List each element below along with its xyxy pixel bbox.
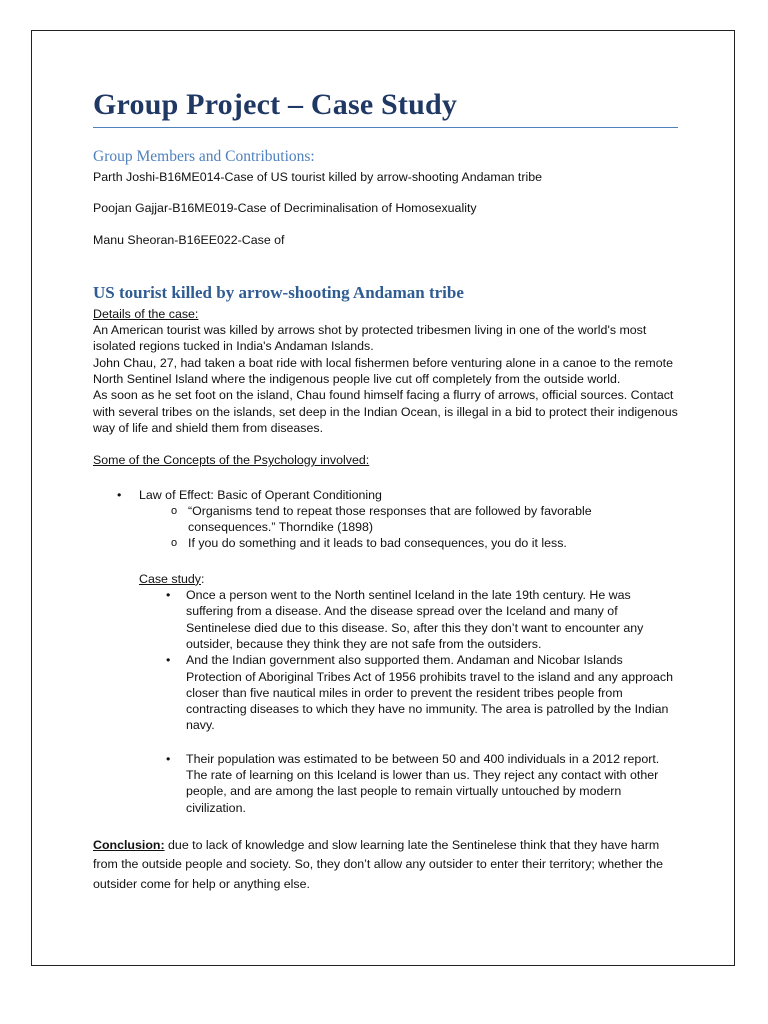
details-paragraph: As soon as he set foot on the island, Chau found himself facing a flurry of arrows, official sources. Contact with several tribes on the islands, set deep in the Indian Ocean, is illegal in a bid to protect their indigenous way of life and shield them from diseases. bbox=[93, 388, 678, 435]
members-heading: Group Members and Contributions: bbox=[93, 148, 315, 165]
conclusion-text: due to lack of knowledge and slow learning late the Sentinelese think that they have harm from the outside people and society. So, they don’t allow any outsider to enter their territory; whether the outsider come for help or anything else. bbox=[93, 837, 664, 891]
list-item bbox=[93, 503, 681, 536]
bullet-icon: • bbox=[117, 487, 122, 502]
concepts-heading: Some of the Concepts of the Psychology involved: bbox=[93, 453, 370, 468]
page-title: Group Project – Case Study bbox=[93, 88, 458, 121]
concepts-list bbox=[93, 487, 681, 552]
conclusion bbox=[93, 836, 681, 894]
list-item bbox=[93, 652, 681, 733]
list-item bbox=[93, 535, 681, 551]
concept-sub-point: If you do something and it leads to bad consequences, you do it less. bbox=[188, 536, 567, 551]
case-study-list bbox=[93, 587, 681, 816]
details-paragraph: John Chau, 27, had taken a boat ride with local fishermen before venturing alone in a canoe to the remote North Sentinel Island where the indigenous people live cut off completely from the outside world. bbox=[93, 355, 673, 387]
bullet-icon: • bbox=[166, 588, 171, 603]
conclusion-label: Conclusion: bbox=[93, 837, 165, 852]
sub-bullet-icon: o bbox=[171, 504, 178, 517]
member-line: Poojan Gajjar-B16ME019-Case of Decriminalisation of Homosexuality bbox=[93, 201, 477, 216]
member-line: Parth Joshi-B16ME014-Case of US tourist killed by arrow-shooting Andaman tribe bbox=[93, 170, 543, 184]
document-body bbox=[93, 86, 681, 894]
concept-sub-point: “Organisms tend to repeat those responses that are followed by favorable consequences.” Thorndike (1898) bbox=[188, 503, 592, 535]
bullet-icon: • bbox=[166, 653, 171, 668]
details-label: Details of the case: bbox=[93, 306, 199, 321]
bullet-icon: • bbox=[166, 751, 171, 766]
sub-bullet-icon: o bbox=[171, 537, 178, 550]
concept-title: Law of Effect: Basic of Operant Conditioning bbox=[139, 487, 382, 502]
list-item bbox=[93, 587, 681, 652]
case-point: Once a person went to the North sentinel Iceland in the late 19th century. He was suffering from a disease. And the disease spread over the Iceland and many of Sentinelese died due to this disease. So, after this they don’t want to encounter any outsider, because they think they are not safe from the outsiders. bbox=[186, 588, 644, 651]
case-point: And the Indian government also supported them. Andaman and Nicobar Islands Protection of Aboriginal Tribes Act of 1956 prohibits travel to the island and any approach closer than five nautical miles in order to prevent the resident tribes people from contracting diseases to which they have no immunity. The area is patrolled by the Indian navy. bbox=[186, 653, 673, 733]
title-divider bbox=[93, 127, 678, 128]
list-item bbox=[93, 487, 681, 503]
case-study-label: Case study: bbox=[139, 571, 205, 586]
section-heading: US tourist killed by arrow-shooting Andaman tribe bbox=[93, 282, 464, 302]
list-item bbox=[93, 751, 681, 816]
case-point: Their population was estimated to be between 50 and 400 individuals in a 2012 report. The rate of learning on this Iceland is lower than us. They reject any contact with other people, and are among the last people to remain virtually untouched by modern civilization. bbox=[186, 751, 660, 815]
member-line: Manu Sheoran-B16EE022-Case of bbox=[93, 232, 285, 247]
details-paragraph: An American tourist was killed by arrows shot by protected tribesmen living in one of the world's most isolated regions tucked in India's Andaman Islands. bbox=[93, 323, 647, 354]
